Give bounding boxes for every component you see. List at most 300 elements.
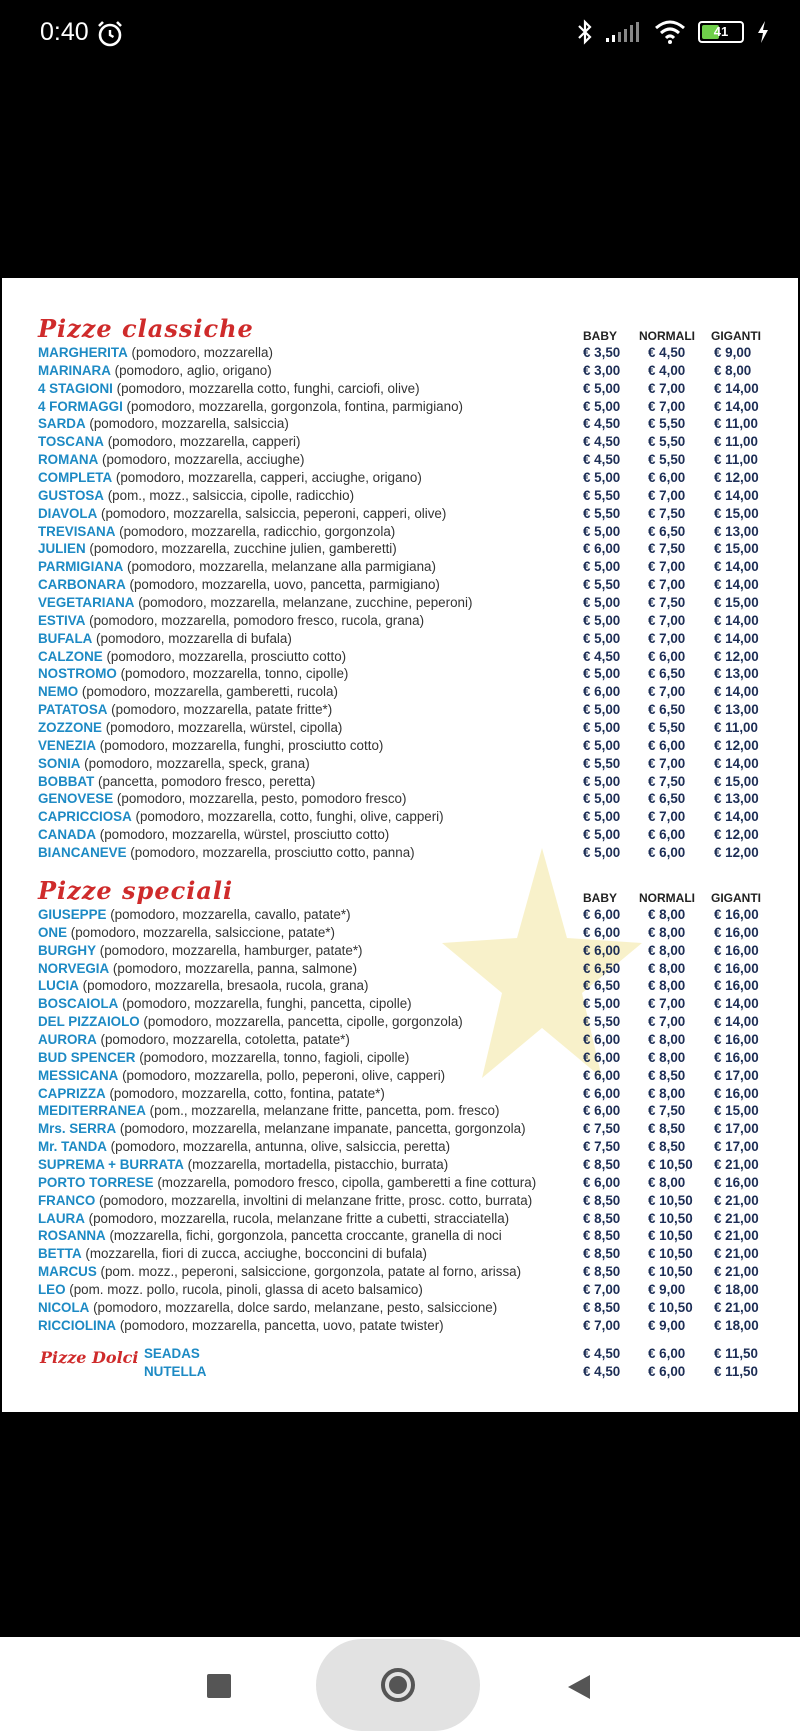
pizza-ingredients: (pomodoro, mozzarella, prosciutto cotto) <box>106 648 347 664</box>
price-giganti: € 14,00 <box>714 996 759 1012</box>
price-giganti: € 14,00 <box>714 684 759 700</box>
pizza-ingredients: (pomodoro, mozzarella, prosciutto cotto, panna) <box>130 845 415 861</box>
pizza-ingredients: (pomodoro, mozzarella, tonno, fagioli, cipolle) <box>139 1049 410 1065</box>
price-normali: € 7,50 <box>648 541 686 557</box>
price-normali: € 5,50 <box>648 452 686 468</box>
price-normali: € 6,50 <box>648 791 686 807</box>
menu-item <box>38 1281 778 1299</box>
pizza-name: FRANCO <box>38 1192 96 1208</box>
pizza-name: MEDITERRANEA <box>38 1103 146 1119</box>
price-normali: € 8,50 <box>648 1139 686 1155</box>
price-giganti: € 12,00 <box>714 845 759 861</box>
price-giganti: € 12,00 <box>714 737 759 753</box>
pizza-ingredients: (pomodoro, mozzarella, zucchine julien, gamberetti) <box>89 541 397 557</box>
price-normali: € 7,00 <box>648 487 686 503</box>
pizza-ingredients: (pomodoro, mozzarella, salsiccia, peperoni, capperi, olive) <box>101 505 447 521</box>
pizza-ingredients: (pomodoro, mozzarella, pancetta, cipolle, gorgonzola) <box>143 1014 463 1030</box>
menu-item <box>38 808 778 826</box>
price-giganti: € 13,00 <box>714 523 759 539</box>
home-circle-icon <box>379 1666 417 1704</box>
price-giganti: € 16,00 <box>714 978 759 994</box>
price-baby: € 5,00 <box>583 996 621 1012</box>
menu-item <box>38 906 778 924</box>
pizza-ingredients: (mozzarella, fiori di zucca, acciughe, bocconcini di bufala) <box>85 1246 427 1262</box>
price-baby: € 6,00 <box>583 907 621 922</box>
menu-item <box>38 362 778 380</box>
pizza-ingredients: (pomodoro, mozzarella) <box>131 345 273 360</box>
pizza-name: BETTA <box>38 1246 82 1262</box>
pizza-name: RICCIOLINA <box>38 1317 117 1333</box>
price-baby: € 6,00 <box>583 1103 621 1119</box>
pizza-name: LUCIA <box>38 978 79 994</box>
price-normali: € 7,00 <box>648 996 686 1012</box>
pizza-ingredients: (pomodoro, mozzarella, uovo, pancetta, parmigiano) <box>129 577 440 593</box>
pizza-name: CARBONARA <box>38 577 126 593</box>
pizza-ingredients: (pomodoro, mozzarella, capperi, acciughe, origano) <box>115 470 422 486</box>
price-giganti: € 21,00 <box>714 1157 759 1173</box>
price-normali: € 8,00 <box>648 1049 686 1065</box>
signal-icon <box>606 21 642 43</box>
pizza-name: BUFALA <box>38 630 93 646</box>
pizza-ingredients: (pomodoro, mozzarella, melanzane impanate, pancetta, gorgonzola) <box>119 1121 526 1137</box>
price-baby: € 6,00 <box>583 942 621 958</box>
price-giganti: € 8,00 <box>714 362 752 378</box>
price-normali: € 5,50 <box>648 434 686 450</box>
menu-item <box>38 1085 778 1103</box>
menu-item <box>38 344 778 362</box>
col-baby: BABY <box>583 891 618 905</box>
menu-item <box>38 737 778 755</box>
pizza-ingredients: (pomodoro, mozzarella, pollo, peperoni, olive, capperi) <box>122 1067 446 1083</box>
pizza-ingredients: (pomodoro, mozzarella, melanzane, zucchine, peperoni) <box>138 595 473 611</box>
price-giganti: € 16,00 <box>714 960 759 976</box>
price-giganti: € 14,00 <box>714 380 759 396</box>
price-normali: € 7,00 <box>648 612 686 628</box>
pizza-name: 4 FORMAGGI <box>38 398 123 414</box>
price-baby: € 6,00 <box>583 1067 621 1083</box>
pizza-ingredients: (pomodoro, mozzarella, funghi, pancetta, cipolle) <box>122 996 412 1012</box>
menu-item <box>38 380 778 398</box>
pizza-ingredients: (pomodoro, mozzarella, radicchio, gorgonzola) <box>119 523 396 539</box>
price-baby: € 5,00 <box>583 630 621 646</box>
price-normali: € 5,50 <box>648 416 686 432</box>
price-giganti: € 16,00 <box>714 1174 759 1190</box>
dolci-list <box>38 1345 778 1381</box>
pizza-name: DEL PIZZAIOLO <box>38 1014 140 1030</box>
menu-item <box>38 665 778 683</box>
pizza-ingredients: (pomodoro, mozzarella, panna, salmone) <box>112 960 358 976</box>
pizza-name: GIUSEPPE <box>38 907 107 922</box>
pizza-name: NUTELLA <box>144 1363 207 1379</box>
pizza-name: CANADA <box>38 827 97 843</box>
price-normali: € 9,00 <box>648 1317 686 1333</box>
col-giganti: GIGANTI <box>711 891 761 905</box>
pizza-ingredients: (pomodoro, mozzarella, acciughe) <box>102 452 305 468</box>
battery-icon <box>698 21 744 43</box>
price-giganti: € 18,00 <box>714 1317 759 1333</box>
price-normali: € 10,50 <box>648 1228 693 1244</box>
price-giganti: € 13,00 <box>714 702 759 718</box>
navigation-bar <box>0 1637 800 1733</box>
price-normali: € 10,50 <box>648 1246 693 1262</box>
price-giganti: € 21,00 <box>714 1264 759 1280</box>
pizza-name: GUSTOSA <box>38 487 104 503</box>
pizza-ingredients: (pancetta, pomodoro fresco, peretta) <box>98 773 316 789</box>
price-giganti: € 14,00 <box>714 577 759 593</box>
pizza-name: PARMIGIANA <box>38 559 124 575</box>
pizza-name: CAPRIZZA <box>38 1085 106 1101</box>
price-baby: € 5,00 <box>583 523 621 539</box>
menu-item <box>38 1013 778 1031</box>
menu-item <box>38 1363 778 1381</box>
price-baby: € 6,00 <box>583 1049 621 1065</box>
price-giganti: € 11,00 <box>714 416 758 432</box>
price-normali: € 6,00 <box>648 648 686 664</box>
battery-level: 41 <box>713 24 729 39</box>
menu-item <box>38 995 778 1013</box>
pizza-ingredients: (pomodoro, mozzarella cotto, funghi, carciofi, olive) <box>116 380 420 396</box>
pizza-ingredients: (pomodoro, mozzarella, dolce sardo, melanzane, pesto, salsiccione) <box>93 1299 498 1315</box>
price-giganti: € 14,00 <box>714 809 759 825</box>
price-baby: € 6,50 <box>583 978 621 994</box>
price-normali: € 8,00 <box>648 924 686 940</box>
menu-item <box>38 755 778 773</box>
pizza-ingredients: (pomodoro, mozzarella, antunna, olive, salsiccia, peretta) <box>110 1139 451 1155</box>
price-giganti: € 13,00 <box>714 666 759 682</box>
home-button[interactable] <box>316 1639 480 1731</box>
classiche-header <box>38 314 768 343</box>
status-time: 0:40 <box>40 18 89 46</box>
pizza-name: PORTO TORRESE <box>38 1174 154 1190</box>
pizza-name: DIAVOLA <box>38 505 98 521</box>
price-normali: € 4,00 <box>648 362 686 378</box>
price-normali: € 7,00 <box>648 380 686 396</box>
pizza-ingredients: (mozzarella, fichi, gorgonzola, pancetta croccante, granella di noci <box>109 1228 502 1244</box>
menu-item <box>38 1138 778 1156</box>
pizza-name: NORVEGIA <box>38 960 110 976</box>
menu-item <box>38 826 778 844</box>
pizza-name: NEMO <box>38 684 79 700</box>
price-baby: € 5,50 <box>583 577 621 593</box>
price-giganti: € 14,00 <box>714 398 759 414</box>
pizza-ingredients: (pomodoro, mozzarella, cotoletta, patate*) <box>100 1032 350 1048</box>
price-giganti: € 11,00 <box>714 452 758 468</box>
pizza-name: PATATOSA <box>38 702 108 718</box>
price-baby: € 5,00 <box>583 612 621 628</box>
price-baby: € 6,00 <box>583 1085 621 1101</box>
menu-item <box>38 433 778 451</box>
pizza-ingredients: (pomodoro, mozzarella, patate fritte*) <box>111 702 333 718</box>
price-baby: € 5,00 <box>583 827 621 843</box>
menu-item <box>38 487 778 505</box>
price-giganti: € 12,00 <box>714 827 759 843</box>
pizza-ingredients: (pom. mozz. pollo, rucola, pinoli, glassa di aceto balsamico) <box>69 1282 423 1298</box>
price-baby: € 6,00 <box>583 684 621 700</box>
pizza-ingredients: (pomodoro, mozzarella, gamberetti, rucola) <box>81 684 338 700</box>
price-giganti: € 9,00 <box>714 345 752 360</box>
price-baby: € 6,00 <box>583 541 621 557</box>
pizza-name: BURGHY <box>38 942 97 958</box>
price-normali: € 7,00 <box>648 559 686 575</box>
pizza-ingredients: (pomodoro, mozzarella, speck, grana) <box>84 755 310 771</box>
price-giganti: € 15,00 <box>714 505 759 521</box>
menu-item <box>38 960 778 978</box>
price-baby: € 5,00 <box>583 595 621 611</box>
pizza-ingredients: (pomodoro, mozzarella, funghi, prosciutto cotto) <box>99 737 384 753</box>
menu-item <box>38 683 778 701</box>
price-baby: € 3,00 <box>583 362 621 378</box>
price-giganti: € 16,00 <box>714 924 759 940</box>
pizza-ingredients: (mozzarella, mortadella, pistacchio, burrata) <box>187 1157 449 1173</box>
price-giganti: € 18,00 <box>714 1282 759 1298</box>
price-baby: € 5,50 <box>583 487 621 503</box>
pizza-name: Mrs. SERRA <box>38 1121 117 1137</box>
price-normali: € 5,50 <box>648 720 686 736</box>
price-baby: € 7,00 <box>583 1282 621 1298</box>
price-normali: € 7,00 <box>648 684 686 700</box>
col-giganti: GIGANTI <box>711 329 761 343</box>
price-giganti: € 21,00 <box>714 1299 759 1315</box>
price-normali: € 10,50 <box>648 1192 693 1208</box>
price-baby: € 5,50 <box>583 505 621 521</box>
price-baby: € 5,00 <box>583 845 621 861</box>
pizza-ingredients: (mozzarella, pomodoro fresco, cipolla, gamberetti a fine cottura) <box>157 1174 537 1190</box>
pizza-name: VEGETARIANA <box>38 595 135 611</box>
pizza-name: BUD SPENCER <box>38 1049 136 1065</box>
pizza-ingredients: (pomodoro, mozzarella, cavallo, patate*) <box>110 907 351 922</box>
price-normali: € 6,50 <box>648 702 686 718</box>
price-baby: € 5,00 <box>583 791 621 807</box>
speciali-header <box>38 876 768 905</box>
menu-item <box>38 612 778 630</box>
pizza-name: COMPLETA <box>38 470 113 486</box>
price-baby: € 6,00 <box>583 1174 621 1190</box>
menu-item <box>38 1245 778 1263</box>
price-giganti: € 17,00 <box>714 1121 759 1137</box>
back-button[interactable] <box>566 1674 592 1700</box>
price-normali: € 8,00 <box>648 942 686 958</box>
price-normali: € 8,00 <box>648 978 686 994</box>
price-normali: € 10,50 <box>648 1157 693 1173</box>
menu-item <box>38 576 778 594</box>
menu-item <box>38 1156 778 1174</box>
pizza-name: MARGHERITA <box>38 345 128 360</box>
price-baby: € 6,00 <box>583 1032 621 1048</box>
price-normali: € 8,50 <box>648 1067 686 1083</box>
menu-item <box>38 523 778 541</box>
pizza-name: ROSANNA <box>38 1228 106 1244</box>
menu-item <box>38 1345 778 1363</box>
menu-item <box>38 558 778 576</box>
price-normali: € 6,00 <box>648 737 686 753</box>
alarm-clock-icon <box>96 20 124 48</box>
menu-item <box>38 1049 778 1067</box>
price-baby: € 5,00 <box>583 720 621 736</box>
pizza-ingredients: (pom. mozz., peperoni, salsiccione, gorgonzola, patate al forno, arissa) <box>100 1264 522 1280</box>
price-baby: € 5,00 <box>583 470 621 486</box>
price-giganti: € 17,00 <box>714 1067 759 1083</box>
menu-item <box>38 1174 778 1192</box>
price-giganti: € 14,00 <box>714 1014 759 1030</box>
section-title-classiche: Pizze classiche <box>38 314 254 343</box>
price-giganti: € 21,00 <box>714 1210 759 1226</box>
pizza-name: NICOLA <box>38 1299 90 1315</box>
price-normali: € 7,00 <box>648 755 686 771</box>
price-giganti: € 16,00 <box>714 1049 759 1065</box>
price-normali: € 4,50 <box>648 345 686 360</box>
pizza-ingredients: (pomodoro, mozzarella, würstel, prosciutto cotto) <box>99 827 390 843</box>
price-giganti: € 14,00 <box>714 612 759 628</box>
price-giganti: € 17,00 <box>714 1139 759 1155</box>
price-baby: € 5,00 <box>583 666 621 682</box>
recent-apps-button[interactable] <box>207 1674 231 1698</box>
menu-item <box>38 1210 778 1228</box>
pizza-ingredients: (pomodoro, mozzarella, pomodoro fresco, rucola, grana) <box>89 612 425 628</box>
price-baby: € 5,00 <box>583 559 621 575</box>
pizza-name: BIANCANEVE <box>38 845 127 861</box>
pizza-ingredients: (pomodoro, mozzarella, tonno, cipolle) <box>120 666 349 682</box>
price-normali: € 7,50 <box>648 773 686 789</box>
price-normali: € 6,00 <box>648 845 686 861</box>
pizza-name: AURORA <box>38 1032 97 1048</box>
pizza-ingredients: (pomodoro, mozzarella, rucola, melanzane fritte a cubetti, stracciatella) <box>88 1210 510 1226</box>
price-baby: € 5,00 <box>583 398 621 414</box>
price-normali: € 8,50 <box>648 1121 686 1137</box>
price-giganti: € 21,00 <box>714 1228 759 1244</box>
price-baby: € 8,50 <box>583 1228 621 1244</box>
price-baby: € 5,00 <box>583 702 621 718</box>
price-giganti: € 16,00 <box>714 907 759 922</box>
pizza-name: CAPRICCIOSA <box>38 809 132 825</box>
pizza-name: TREVISANA <box>38 523 116 539</box>
price-baby: € 4,50 <box>583 452 621 468</box>
menu-item <box>38 844 778 862</box>
pizza-name: TOSCANA <box>38 434 104 450</box>
pizza-name: Mr. TANDA <box>38 1139 107 1155</box>
menu-item <box>38 469 778 487</box>
price-normali: € 6,00 <box>648 470 686 486</box>
price-giganti: € 15,00 <box>714 1103 759 1119</box>
pizza-name: SUPREMA + BURRATA <box>38 1157 184 1173</box>
col-normali: NORMALI <box>639 891 695 905</box>
menu-item <box>38 942 778 960</box>
menu-item <box>38 540 778 558</box>
price-baby: € 8,50 <box>583 1246 621 1262</box>
pizza-name: SEADAS <box>144 1346 200 1361</box>
status-bar <box>0 0 800 70</box>
price-giganti: € 14,00 <box>714 487 759 503</box>
price-giganti: € 11,00 <box>714 720 758 736</box>
price-giganti: € 15,00 <box>714 595 759 611</box>
price-normali: € 8,00 <box>648 1174 686 1190</box>
pizza-name: ONE <box>38 924 68 940</box>
pizza-ingredients: (pomodoro, mozzarella di bufala) <box>96 630 292 646</box>
pizza-name: MARINARA <box>38 362 111 378</box>
price-normali: € 6,50 <box>648 523 686 539</box>
price-normali: € 7,00 <box>648 1014 686 1030</box>
price-normali: € 7,00 <box>648 577 686 593</box>
pizza-name: BOSCAIOLA <box>38 996 119 1012</box>
pizza-name: BOBBAT <box>38 773 95 789</box>
menu-item <box>38 1263 778 1281</box>
pizza-ingredients: (pomodoro, mozzarella, melanzane alla parmigiana) <box>127 559 436 575</box>
price-baby: € 5,50 <box>583 1014 621 1030</box>
price-giganti: € 11,50 <box>714 1346 758 1361</box>
menu-item <box>38 594 778 612</box>
pizza-ingredients: (pomodoro, mozzarella, capperi) <box>107 434 301 450</box>
price-baby: € 4,50 <box>583 648 621 664</box>
price-giganti: € 21,00 <box>714 1192 759 1208</box>
price-normali: € 8,00 <box>648 907 686 922</box>
pizza-name: GENOVESE <box>38 791 114 807</box>
price-giganti: € 14,00 <box>714 630 759 646</box>
wifi-icon <box>654 19 686 45</box>
menu-item <box>38 1067 778 1085</box>
menu-item <box>38 1031 778 1049</box>
classiche-list <box>38 344 778 862</box>
price-normali: € 10,50 <box>648 1210 693 1226</box>
pizza-name: LAURA <box>38 1210 85 1226</box>
menu-image <box>2 278 798 1412</box>
price-normali: € 7,00 <box>648 398 686 414</box>
pizza-ingredients: (pomodoro, mozzarella, würstel, cipolla) <box>105 720 343 736</box>
menu-item <box>38 1192 778 1210</box>
price-giganti: € 11,50 <box>714 1363 758 1379</box>
pizza-ingredients: (pomodoro, mozzarella, salsiccia) <box>89 416 289 432</box>
pizza-ingredients: (pom., mozz., salsiccia, cipolle, radicchio) <box>107 487 355 503</box>
pizza-ingredients: (pomodoro, mozzarella, pesto, pomodoro fresco) <box>116 791 407 807</box>
pizza-name: MARCUS <box>38 1264 97 1280</box>
price-baby: € 5,50 <box>583 755 621 771</box>
pizza-ingredients: (pomodoro, aglio, origano) <box>114 362 272 378</box>
pizza-name: SARDA <box>38 416 86 432</box>
price-normali: € 7,00 <box>648 809 686 825</box>
charging-icon <box>756 20 770 44</box>
price-giganti: € 16,00 <box>714 1085 759 1101</box>
pizza-ingredients: (pomodoro, mozzarella, involtini di melanzane fritte, prosc. cotto, burrata) <box>99 1192 533 1208</box>
col-normali: NORMALI <box>639 329 695 343</box>
price-normali: € 7,50 <box>648 595 686 611</box>
pizza-name: VENEZIA <box>38 737 97 753</box>
menu-item <box>38 451 778 469</box>
section-title-dolci: Pizze Dolci <box>40 1348 139 1367</box>
price-giganti: € 16,00 <box>714 1032 759 1048</box>
price-baby: € 8,50 <box>583 1210 621 1226</box>
bluetooth-icon <box>576 18 594 46</box>
price-giganti: € 12,00 <box>714 470 759 486</box>
menu-item <box>38 648 778 666</box>
price-normali: € 6,00 <box>648 827 686 843</box>
pizza-name: JULIEN <box>38 541 86 557</box>
price-normali: € 7,00 <box>648 630 686 646</box>
price-baby: € 6,50 <box>583 960 621 976</box>
price-giganti: € 12,00 <box>714 648 759 664</box>
pizza-ingredients: (pomodoro, mozzarella, pancetta, uovo, patate twister) <box>119 1317 444 1333</box>
price-normali: € 8,00 <box>648 1032 686 1048</box>
price-baby: € 3,50 <box>583 345 621 360</box>
price-baby: € 5,00 <box>583 773 621 789</box>
price-normali: € 6,00 <box>648 1346 686 1361</box>
pizza-ingredients: (pomodoro, mozzarella, cotto, funghi, olive, capperi) <box>135 809 444 825</box>
pizza-name: ESTIVA <box>38 612 86 628</box>
menu-item <box>38 1227 778 1245</box>
pizza-name: LEO <box>38 1282 66 1298</box>
price-baby: € 4,50 <box>583 434 621 450</box>
col-baby: BABY <box>583 329 618 343</box>
pizza-ingredients: (pom., mozzarella, melanzane fritte, pancetta, pom. fresco) <box>149 1103 500 1119</box>
price-giganti: € 11,00 <box>714 434 758 450</box>
price-baby: € 5,00 <box>583 380 621 396</box>
